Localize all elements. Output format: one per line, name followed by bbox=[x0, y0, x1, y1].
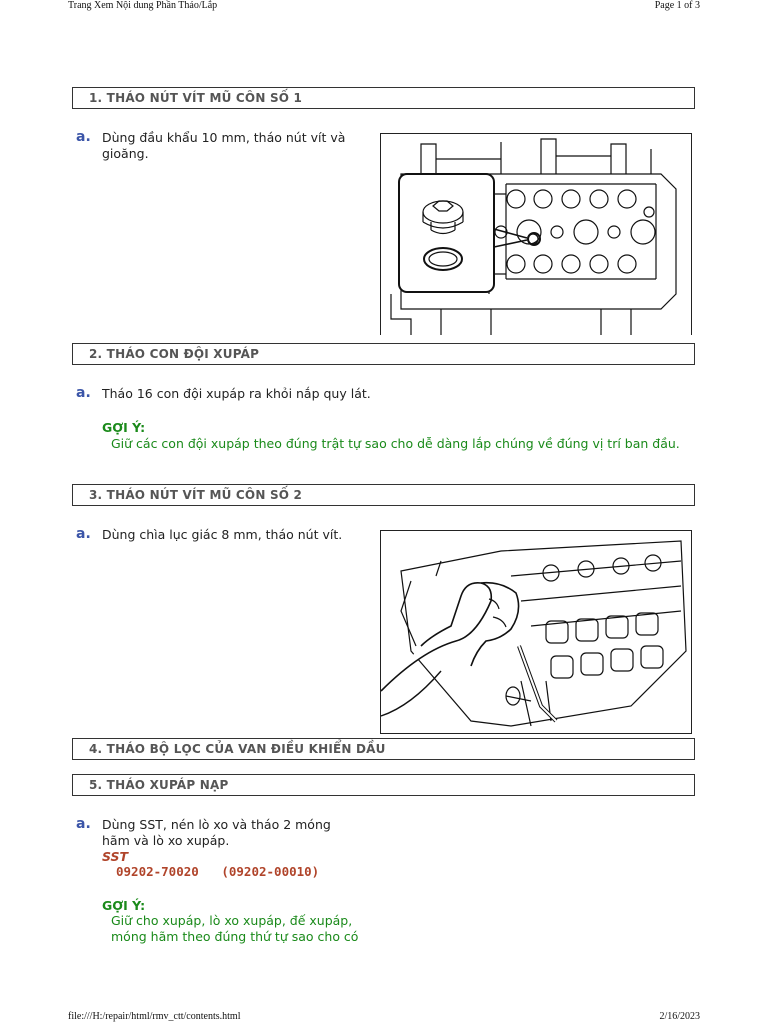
footer-date: 2/16/2023 bbox=[659, 1011, 700, 1022]
step-letter: a. bbox=[76, 385, 91, 401]
section-2-title: 2. THÁO CON ĐỘI XUPÁP bbox=[72, 343, 695, 365]
sst-part-number: 09202-70020 (09202-00010) bbox=[116, 864, 320, 879]
step-text: Dùng đầu khẩu 10 mm, tháo nút vít và gioăng. bbox=[102, 130, 346, 161]
cylinder-head-top-illustration bbox=[381, 134, 692, 335]
header-page-number: Page 1 of 3 bbox=[654, 0, 700, 11]
footer-file-path: file:///H:/repair/html/rmv_ctt/contents.html bbox=[68, 1011, 241, 1022]
header-title: Trang Xem Nội dung Phần Tháo/Lắp bbox=[68, 0, 218, 11]
figure-hex-key-removal bbox=[380, 530, 692, 734]
step-text: Tháo 16 con đội xupáp ra khỏi nắp quy lát. bbox=[102, 386, 371, 401]
step-text: Dùng chìa lục giác 8 mm, tháo nút vít. bbox=[102, 527, 343, 542]
step-letter: a. bbox=[76, 129, 91, 145]
hint-text: Giữ cho xupáp, lò xo xupáp, đế xupáp, móng hãm theo đúng thứ tự sao cho có bbox=[111, 913, 359, 944]
hex-key-illustration bbox=[381, 531, 692, 734]
sst-label: SST bbox=[102, 849, 129, 864]
section-5-title: 5. THÁO XUPÁP NẠP bbox=[72, 774, 695, 796]
step-letter: a. bbox=[76, 526, 91, 542]
hint-text: Giữ các con đội xupáp theo đúng trật tự sao cho dễ dàng lắp chúng về đúng vị trí ban đầu. bbox=[111, 436, 680, 451]
step-text: Dùng SST, nén lò xo và tháo 2 móng hãm và lò xo xupáp. bbox=[102, 817, 331, 848]
figure-cylinder-head-top bbox=[380, 133, 692, 335]
section-4-title: 4. THÁO BỘ LỌC CỦA VAN ĐIỀU KHIỂN DẦU bbox=[72, 738, 695, 760]
step-letter: a. bbox=[76, 816, 91, 832]
hint-title: GỢI Ý: bbox=[102, 420, 146, 435]
section-3-title: 3. THÁO NÚT VÍT MŨ CÔN SỐ 2 bbox=[72, 484, 695, 506]
section-1-title: 1. THÁO NÚT VÍT MŨ CÔN SỐ 1 bbox=[72, 87, 695, 109]
hint-title: GỢI Ý: bbox=[102, 898, 146, 913]
